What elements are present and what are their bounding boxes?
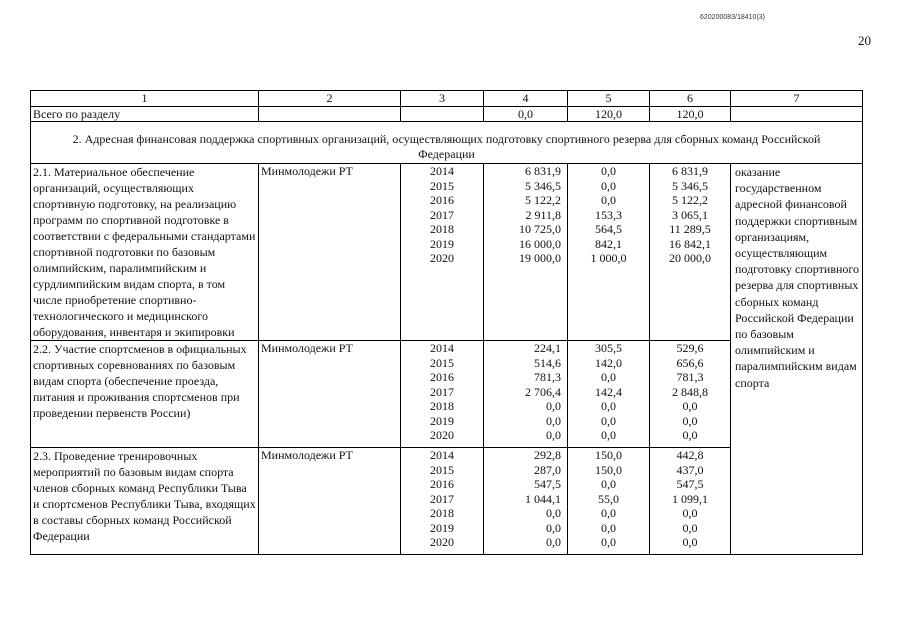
column-header: 3 <box>401 91 484 107</box>
item-executor: Минмолодежи РТ <box>259 448 401 555</box>
total-c6: 120,0 <box>650 106 731 122</box>
item-c4-values: 6 831,9 5 346,5 5 122,2 2 911,8 10 725,0 16 000,0 19 000,0 <box>484 164 568 341</box>
total-c4: 0,0 <box>484 106 568 122</box>
item-description: 2.2. Участие спортсменов в официальных спортивных соревнованиях по базовым видам спорта (обеспечение проезда, питания и проживания спортсменов при проведении первенств России) <box>31 341 259 448</box>
item-c6-values: 529,6 656,6 781,3 2 848,8 0,0 0,0 0,0 <box>650 341 731 448</box>
total-c5: 120,0 <box>568 106 650 122</box>
item-years: 2014 2015 2016 2017 2018 2019 2020 <box>401 341 484 448</box>
page-number: 20 <box>858 33 871 48</box>
total-label: Всего по разделу <box>31 106 259 122</box>
item-c5-values: 150,0 150,0 0,0 55,0 0,0 0,0 0,0 <box>568 448 650 555</box>
column-header: 5 <box>568 91 650 107</box>
section-title: 2. Адресная финансовая поддержка спортивных организаций, осуществляющих подготовку спортивного резерва для сборных команд Российской Федерации <box>31 122 863 164</box>
program-table <box>30 90 863 555</box>
column-header: 1 <box>31 91 259 107</box>
section-total-row <box>31 106 863 122</box>
column-header: 2 <box>259 91 401 107</box>
total-executor <box>259 106 401 122</box>
section-heading-row <box>31 122 863 164</box>
item-c4-values: 224,1 514,6 781,3 2 706,4 0,0 0,0 0,0 <box>484 341 568 448</box>
item-c5-values: 0,0 0,0 0,0 153,3 564,5 842,1 1 000,0 <box>568 164 650 341</box>
item-executor: Минмолодежи РТ <box>259 164 401 341</box>
table-row <box>31 164 863 341</box>
item-years: 2014 2015 2016 2017 2018 2019 2020 <box>401 164 484 341</box>
document-id: 620200083/18410(3) <box>700 14 766 21</box>
column-header: 7 <box>731 91 863 107</box>
item-note: оказание государственном адресной финансовой поддержки спортивным организациям, осуществляющим подготовку спортивного резерва для спортивных сборных команд Российской Федерации по базовым олимпийским и паралимпийским видам спорта <box>731 164 863 555</box>
item-description: 2.3. Проведение тренировочных мероприятий по базовым видам спорта членов сборных команд Республики Тыва и спортсменов Республики Тыва, входящих в составы сборных команд Российской Федерации <box>31 448 259 555</box>
item-executor: Минмолодежи РТ <box>259 341 401 448</box>
item-years: 2014 2015 2016 2017 2018 2019 2020 <box>401 448 484 555</box>
item-description: 2.1. Материальное обеспечение организаций, осуществляющих спортивную подготовку, на реализацию программ по спортивной подготовке в соответствии с федеральными стандартами спортивной подготовки по базовым олимпийским, паралимпийским и сурдлимпийским видам спорта, в том числе приобретение спортивно-технологического и медицинского оборудования, инвентаря и экипировки <box>31 164 259 341</box>
column-header: 4 <box>484 91 568 107</box>
item-c5-values: 305,5 142,0 0,0 142,4 0,0 0,0 0,0 <box>568 341 650 448</box>
item-c6-values: 442,8 437,0 547,5 1 099,1 0,0 0,0 0,0 <box>650 448 731 555</box>
column-header: 6 <box>650 91 731 107</box>
total-note <box>731 106 863 122</box>
item-c4-values: 292,8 287,0 547,5 1 044,1 0,0 0,0 0,0 <box>484 448 568 555</box>
total-year <box>401 106 484 122</box>
column-number-row <box>31 91 863 107</box>
item-c6-values: 6 831,9 5 346,5 5 122,2 3 065,1 11 289,5 16 842,1 20 000,0 <box>650 164 731 341</box>
